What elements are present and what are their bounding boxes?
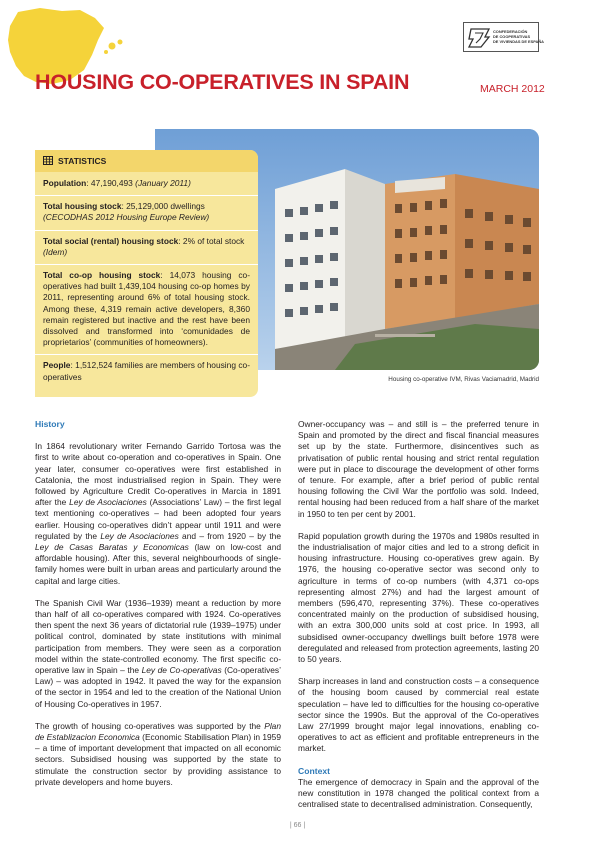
balearic-island bbox=[104, 50, 108, 54]
stat-people bbox=[35, 360, 258, 382]
history-paragraph-6: Sharp increases in land and construction costs – a consequence of the housing boom caused by commercial real estate speculation – have led to difficulties for the housing co-operative sector since the 1990s. But the approval of the Co-operatives Law 27/1999 brought major legal innovations, enabling co-operatives to act as efficient and profitable entrepreneurs in the market. bbox=[298, 676, 539, 754]
stat-label: Total social (rental) housing stock bbox=[43, 235, 179, 246]
statistics-heading: STATISTICS bbox=[58, 156, 107, 166]
text-run: In 1864 revolutionary writer Fernando Garrido Tortosa was the first to write about co-operation and co-operatives in Spain. One year later, consumer co-operatives were first established in Catalonia, the most industrialised region in Spain. They were followed by Agriculture Credit Co-operatives in Marcia in 1891 after the bbox=[35, 441, 281, 508]
stat-value: : 47,190,493 bbox=[86, 178, 136, 188]
history-paragraph-1 bbox=[35, 441, 281, 587]
logo-text bbox=[493, 29, 544, 44]
left-column bbox=[35, 419, 281, 788]
stat-divider bbox=[35, 195, 258, 196]
stat-value: : 25,129,000 dwellings bbox=[121, 201, 205, 212]
stat-label: People bbox=[43, 360, 71, 371]
logo-line: CONFEDERACIÓN bbox=[493, 29, 528, 34]
photo-caption: Housing co-operative IVM, Rivas Vaciamadrid, Madrid bbox=[388, 376, 539, 383]
text-run: (Economic Stabilisation Plan) in 1959 – a time of important development that impacted on all economic sectors. Subsidised housing was supported by the state to stimulate the construction sector by providing assistance to private developers and home buyers. bbox=[35, 732, 282, 787]
text-run: The growth of housing co-operatives was supported by the bbox=[35, 720, 265, 731]
page-number: | 66 | bbox=[289, 822, 306, 829]
logo-mark-icon bbox=[467, 27, 493, 49]
stat-label: Population bbox=[43, 178, 87, 188]
stat-label: Total co-op housing stock bbox=[43, 270, 161, 281]
publication-date: MARCH 2012 bbox=[480, 83, 545, 95]
text-run: (Co-operatives’ Law) – was adopted in 1942. It paved the way for the expansion of the sector in 1954 and led to the creation of the National Union of Housing Co-operatives in 1957. bbox=[35, 665, 281, 709]
context-heading: Context bbox=[298, 765, 330, 776]
context-paragraph-1: The emergence of democracy in Spain and the approval of the new constitution in 1978 changed the political context from a centralised state to decentralised administration. Consequently, bbox=[298, 776, 539, 810]
stat-housing-stock bbox=[35, 201, 258, 223]
stat-note: (January 2011) bbox=[135, 178, 191, 188]
logo-line: DE VIVIENDAS DE ESPAÑA bbox=[493, 39, 544, 44]
text-run: (Associations’ Law) – the first legal text mentioning co-operatives – had been adopted four years earlier. Housing co-operatives didn’t appear until 1911 and were regulated by the bbox=[35, 497, 281, 541]
balearic-island bbox=[118, 40, 123, 45]
text-run: The Spanish Civil War (1936–1939) meant a reduction by more than half of all co-operatives compared with 1924. Co-operatives then spent the next 36 years of dictatorial rule (1939–1975) under political control, dominated by state institutions with minimal participation from members. They were seen as a corporation model within the state-controlled economy. The first specific co-operative law in Spain – the bbox=[35, 597, 281, 676]
stat-note: (Idem) bbox=[43, 246, 68, 257]
stat-divider bbox=[35, 264, 258, 265]
italic-term: Plan de Establizacion Economica bbox=[35, 720, 281, 743]
italic-term: Ley de Asociaciones bbox=[69, 497, 147, 508]
history-paragraph-3 bbox=[35, 721, 281, 788]
italic-term: Ley de Co-operativas bbox=[141, 665, 222, 676]
logo-line: DE COOPERATIVAS bbox=[493, 34, 531, 39]
right-column bbox=[298, 419, 539, 811]
balearic-island bbox=[109, 43, 116, 50]
stat-value: : 1,512,524 families are members of housing co-operatives bbox=[43, 360, 250, 382]
stat-label: Total housing stock bbox=[43, 201, 122, 212]
stat-social-stock bbox=[35, 236, 258, 258]
stat-coop-stock bbox=[35, 270, 258, 348]
statistics-header bbox=[35, 150, 258, 172]
statistics-box bbox=[35, 150, 258, 397]
table-grid-icon bbox=[43, 156, 53, 165]
italic-term: Ley de Asociaciones bbox=[100, 530, 179, 541]
stat-divider bbox=[35, 354, 258, 355]
concovi-logo bbox=[463, 22, 544, 52]
stat-population bbox=[35, 178, 258, 189]
stat-note: (CECODHAS 2012 Housing Europe Review) bbox=[43, 212, 210, 223]
stat-value: : 2% of total stock bbox=[178, 235, 245, 246]
history-paragraph-2 bbox=[35, 598, 281, 710]
history-paragraph-5: Rapid population growth during the 1970s and 1980s resulted in the industrialisation of major cities and led to a strong deficit in housing infrastructure. Housing co-operatives grew again. By 1976, the housing co-operative sector was second only to agriculture in terms of co-op numbers (with 4,371 co-ops representing almost 27%) and had the largest amount of members (596,470, representing 37%). These co-operatives concentrated mainly on the production of subsidised housing, with an extra 300,000 units sold at cost price. In 1993, all subsidised owner-occupancy dwellings built before 1978 were deregulated and released from protection agreements, lasting 20 to 50 years. bbox=[298, 530, 539, 665]
text-run: and – from 1920 – by the bbox=[178, 530, 281, 541]
text-run: (law on low-cost and affordable housing). After this, several neighbourhoods of single-family homes were built in urban areas and particularly around the capital and large cities. bbox=[35, 542, 282, 586]
stat-value: : 14,073 housing co-operatives had built 1,439,104 housing co-op homes by 2011, representing around 6% of total housing stock. Among these, 4,319 remain active developers, 8,360 remain registered but inactive and the rest have been dissolved and transformed into ‘comunidades de proprietarios’ (communities of homeowners). bbox=[43, 270, 250, 348]
stat-divider bbox=[35, 230, 258, 231]
italic-term: Ley de Casas Baratas y Economicas bbox=[35, 542, 189, 553]
page-title: HOUSING CO-OPERATIVES IN SPAIN bbox=[35, 70, 410, 94]
history-paragraph-4: Owner-occupancy was – and still is – the preferred tenure in Spain and promoted by the direct and fiscal financial measures set up by the state. Furthermore, disincentives such as privatisation of public rental housing and strict rental regulation were put in place to discourage the development of other forms of tenure. For example, after a brief period of public rental housing following the Civil War the portfolio was sold. Indeed, rental housing had been reduced from a half share of the market in 1950 to ten per cent by 2001. bbox=[298, 419, 539, 519]
history-heading: History bbox=[35, 419, 65, 429]
